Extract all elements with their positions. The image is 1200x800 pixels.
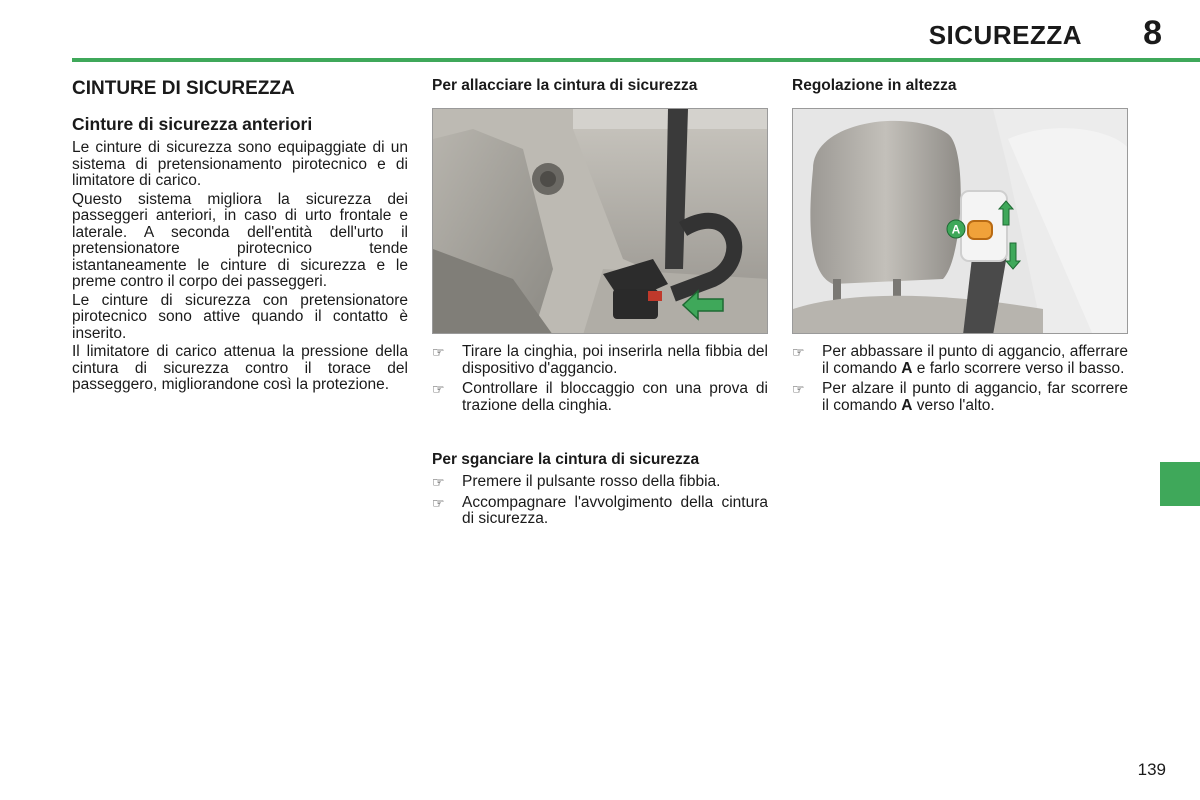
paragraph: Questo sistema migliora la sicurezza dei passeggeri anteriori, in caso di urto frontale e laterale. A seconda dell'entità dell'urto il pretensionatore pirotecnico tende istantaneamente le cinture di sicurezza e le preme contro il corpo dei passeggeri. bbox=[72, 190, 408, 290]
column-fasten-belt bbox=[432, 76, 768, 532]
callout-a-badge bbox=[947, 220, 965, 238]
list-item-text: Per abbassare il punto di aggancio, afferrare il comando A e farlo scorrere verso il basso. bbox=[822, 343, 1128, 377]
hand-pointer-icon: ☞ bbox=[792, 381, 805, 397]
unhook-steps bbox=[432, 474, 768, 528]
list-item bbox=[432, 474, 768, 491]
sub-heading: Cinture di sicurezza anteriori bbox=[72, 114, 313, 134]
height-heading: Regolazione in altezza bbox=[792, 77, 957, 94]
list-item-text: Accompagnare l'avvolgimento della cintura di sicurezza. bbox=[462, 493, 768, 527]
hand-pointer-icon: ☞ bbox=[432, 381, 445, 397]
list-item bbox=[432, 495, 768, 528]
page-header bbox=[0, 0, 1200, 64]
list-item bbox=[432, 344, 768, 377]
hand-pointer-icon: ☞ bbox=[432, 494, 445, 511]
page-number: 139 bbox=[1137, 760, 1166, 779]
main-heading: CINTURE DI SICUREZZA bbox=[72, 78, 295, 99]
fasten-heading: Per allacciare la cintura di sicurezza bbox=[432, 77, 698, 94]
height-adjust-illustration bbox=[792, 108, 1128, 334]
seatbelt-buckle-illustration bbox=[432, 108, 768, 334]
fasten-steps bbox=[432, 344, 768, 414]
column-seatbelts-intro bbox=[72, 76, 408, 396]
list-item-text: Controllare il bloccaggio con una prova di trazione della cinghia. bbox=[462, 380, 768, 414]
chapter-tab-marker bbox=[1160, 462, 1200, 506]
paragraph: Le cinture di sicurezza con pretensionatore pirotecnico sono attive quando il contatto è inserito. bbox=[72, 291, 408, 342]
chapter-number: 8 bbox=[1143, 14, 1162, 52]
unhook-section bbox=[432, 450, 768, 528]
unhook-heading: Per sganciare la cintura di sicurezza bbox=[432, 451, 700, 468]
list-item bbox=[432, 381, 768, 414]
hand-pointer-icon: ☞ bbox=[792, 344, 805, 360]
paragraph: Il limitatore di carico attenua la pressione della cintura di sicurezza contro il torace del passeggero, migliorandone così la protezione. bbox=[72, 343, 408, 393]
list-item-text: Premere il pulsante rosso della fibbia. bbox=[462, 473, 721, 490]
height-steps bbox=[792, 344, 1128, 414]
list-item bbox=[792, 344, 1128, 377]
hand-pointer-icon: ☞ bbox=[432, 344, 445, 360]
list-item-text: Per alzare il punto di aggancio, far scorrere il comando A verso l'alto. bbox=[822, 380, 1128, 414]
buckle-photo bbox=[433, 109, 768, 334]
hand-pointer-icon: ☞ bbox=[432, 474, 445, 490]
header-rule bbox=[72, 58, 1200, 62]
headrest-photo bbox=[793, 109, 1128, 334]
callout-a-label: A bbox=[951, 222, 961, 237]
list-item-text: Tirare la cinghia, poi inserirla nella fibbia del dispositivo d'aggancio. bbox=[462, 343, 768, 377]
list-item bbox=[792, 381, 1128, 414]
paragraph: Le cinture di sicurezza sono equipaggiate di un sistema di pretensionamento pirotecnico e di limitatore di carico. bbox=[72, 139, 408, 189]
column-height-adjust bbox=[792, 76, 1128, 418]
section-title: SICUREZZA bbox=[928, 20, 1082, 50]
